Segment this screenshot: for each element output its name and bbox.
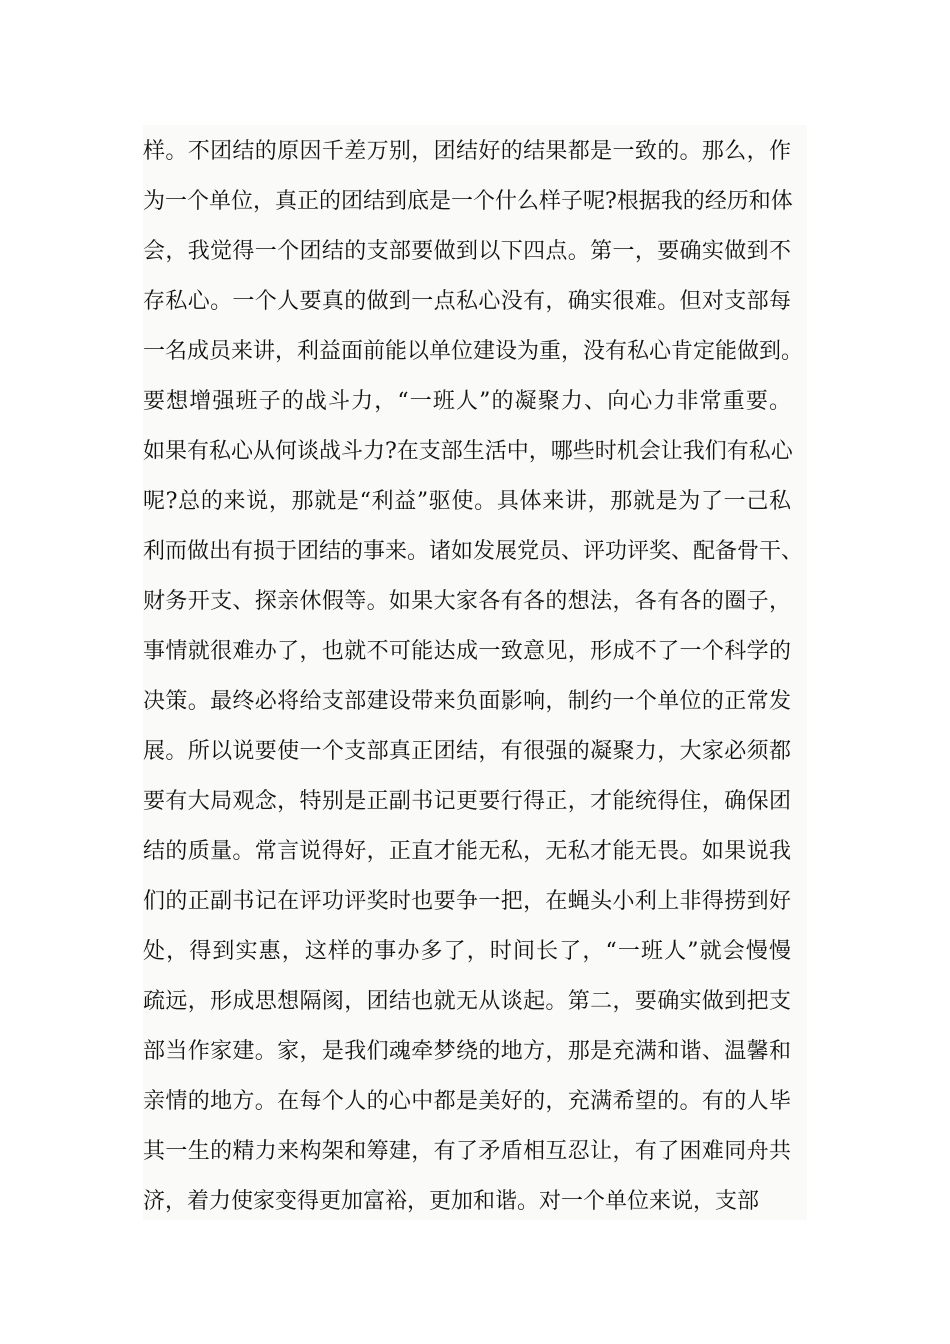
text-line: 济，着力使家变得更加富裕，更加和谐。对一个单位来说，支部 bbox=[143, 1189, 760, 1214]
text-line: 财务开支、探亲休假等。如果大家各有各的想法，各有各的圈子， bbox=[143, 589, 791, 614]
text-line: 们的正副书记在评功评奖时也要争一把，在蝇头小利上非得捞到好 bbox=[143, 889, 791, 914]
body-text bbox=[143, 125, 807, 1220]
text-line: 部当作家建。家，是我们魂牵梦绕的地方，那是充满和谐、温馨和 bbox=[143, 1039, 791, 1064]
text-line: 结的质量。常言说得好，正直才能无私，无私才能无畏。如果说我 bbox=[143, 839, 791, 864]
text-line: 决策。最终必将给支部建设带来负面影响，制约一个单位的正常发 bbox=[143, 689, 791, 714]
text-line: 会，我觉得一个团结的支部要做到以下四点。第一，要确实做到不 bbox=[143, 239, 791, 264]
text-line: 展。所以说要使一个支部真正团结，有很强的凝聚力，大家必须都 bbox=[143, 739, 791, 764]
text-line: 如果有私心从何谈战斗力?在支部生活中，哪些时机会让我们有私心 bbox=[143, 439, 793, 464]
text-line: 要有大局观念，特别是正副书记更要行得正，才能统得住，确保团 bbox=[143, 789, 791, 814]
text-line: 疏远，形成思想隔阂，团结也就无从谈起。第二，要确实做到把支 bbox=[143, 989, 791, 1014]
text-line: 处，得到实惠，这样的事办多了，时间长了，“一班人”就会慢慢 bbox=[143, 939, 791, 964]
text-line: 为一个单位，真正的团结到底是一个什么样子呢?根据我的经历和体 bbox=[143, 189, 793, 214]
text-line: 呢?总的来说，那就是“利益”驱使。具体来讲，那就是为了一己私 bbox=[143, 489, 791, 514]
text-line: 亲情的地方。在每个人的心中都是美好的，充满希望的。有的人毕 bbox=[143, 1089, 791, 1114]
text-line: 利而做出有损于团结的事来。诸如发展党员、评功评奖、配备骨干、 bbox=[143, 539, 804, 564]
text-line: 一名成员来讲，利益面前能以单位建设为重，没有私心肯定能做到。 bbox=[143, 339, 804, 364]
text-line: 存私心。一个人要真的做到一点私心没有，确实很难。但对支部每 bbox=[143, 289, 791, 314]
text-line: 要想增强班子的战斗力，“一班人”的凝聚力、向心力非常重要。 bbox=[143, 389, 791, 414]
text-line: 事情就很难办了，也就不可能达成一致意见，形成不了一个科学的 bbox=[143, 639, 791, 664]
text-line: 样。不团结的原因千差万别，团结好的结果都是一致的。那么，作 bbox=[143, 139, 791, 164]
text-line: 其一生的精力来构架和筹建，有了矛盾相互忍让，有了困难同舟共 bbox=[143, 1139, 791, 1164]
